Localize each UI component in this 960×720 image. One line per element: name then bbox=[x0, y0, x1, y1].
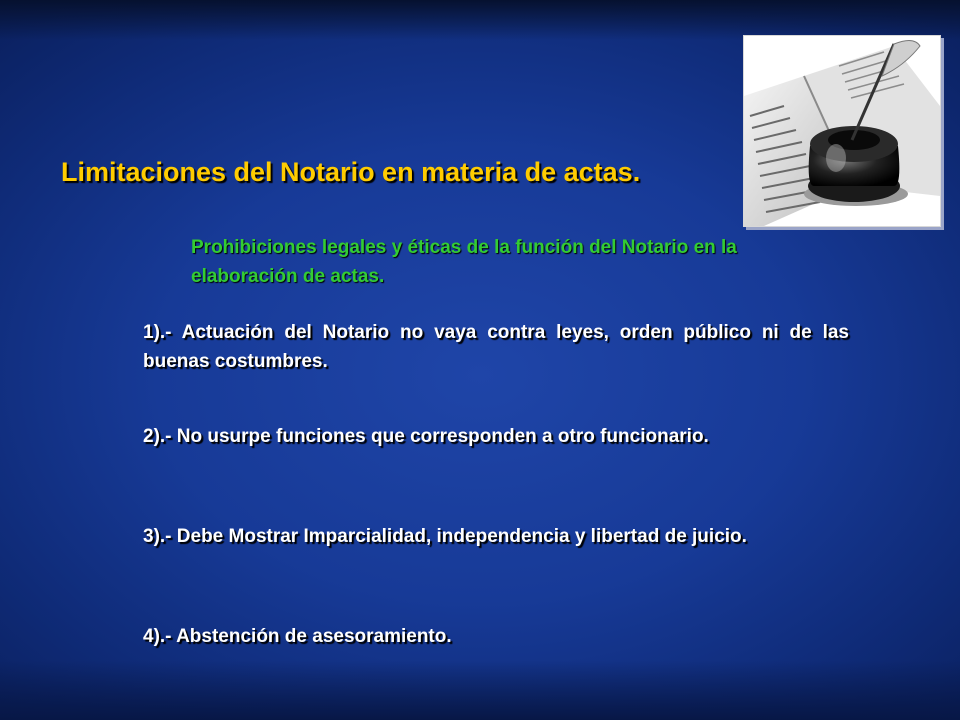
list-item: 4).- Abstención de asesoramiento. bbox=[143, 626, 452, 647]
background-bottom-shade bbox=[0, 660, 960, 720]
list-item: 1).- Actuación del Notario no vaya contra leyes, orden público ni de las buenas costumbres. bbox=[143, 322, 849, 372]
slide-title: Limitaciones del Notario en materia de actas. bbox=[61, 157, 641, 187]
quill-inkwell-book-icon bbox=[743, 35, 941, 227]
background-top-shade bbox=[0, 0, 960, 40]
list-item: 2).- No usurpe funciones que corresponden a otro funcionario. bbox=[143, 426, 709, 447]
slide-subtitle: Prohibiciones legales y éticas de la función del Notario en la elaboración de actas. bbox=[191, 237, 737, 287]
list-item: 3).- Debe Mostrar Imparcialidad, independencia y libertad de juicio. bbox=[143, 526, 747, 547]
